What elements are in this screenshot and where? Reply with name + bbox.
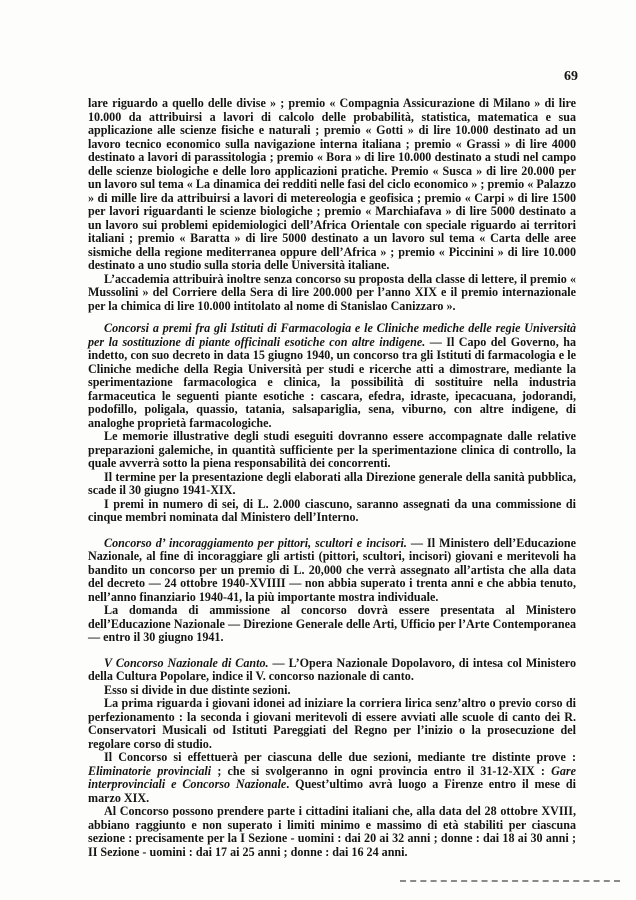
paragraph-p3 [88,322,576,430]
paragraph-p2 [88,273,576,314]
paragraph-text: Il termine per la presentazione degli elaborati alla Direzione generale della sanità pubblica, scade il 30 giugno 1941-XIX. [88,469,576,497]
paragraph-text: — Il Capo del Governo, ha indetto, con suo decreto in data 15 giugno 1940, un concorso tra gli Istituti di farmacologia e le Cliniche mediche della Regia Università per studi e ricerche atti a dimostrare, mediante la sperimentazione farmacologica e clinica, la possibilità di sostituire nella industria farmaceutica le seguenti piante esotiche : cascara, efedra, idraste, ipecacuana, jodorandi, podofillo, poligala, quassio, tatania, salsapariglia, sena, viburno, con altre indigene, di analoghe proprietà farmacologiche. [88,334,576,430]
paragraph-p11 [88,697,576,751]
body-text [88,97,576,859]
paragraph-text: Il Concorso si effettuerà per ciascuna delle due sezioni, mediante tre distinte prove : [104,750,576,764]
section-heading: Eliminatorie provinciali [88,763,212,778]
paragraph-text: La prima riguarda i giovani idonei ad iniziare la corriera lirica senz’altro o previo corso di perfezionamento : la seconda i giovani meritevoli di essere avviati alle scuole di canto dei R. Conservatori Musicali od Istituti Pareggiati del Regno per l’inizio o la prosecuzione del regolare corso di studio. [88,696,576,751]
paragraph-p12 [88,751,576,805]
paragraph-p8 [88,604,576,645]
section-heading: Gare interprovinciali e Concorso Nazionale [88,763,576,791]
paragraph-p4 [88,430,576,471]
paragraph-p1 [88,97,576,273]
paragraph-text: L’accademia attribuirà inoltre senza concorso su proposta della classe di lettere, il premio « Mussolini » del Corriere della Sera di lire 200.000 per l’anno XIX e il premio internazionale per la chimica di lire 10.000 intitolato al nome di Stanislao Canizzaro ». [88,271,576,313]
paragraph-text: lare riguardo a quello delle divise » ; premio « Compagnia Assicurazione di Milano » di lire 10.000 da attribuirsi a lavori di calcolo delle probabilità, statistica, matematica e sua applicazione alle scienze fisiche e naturali ; premio « Gotti » di lire 10.000 destinato ad un lavoro tecnico economico sulla navigazione interna italiana ; premio « Grassi » di lire 4000 destinato a lavori di parassitologia ; premio « Bora » di lire 10.000 destinato a studi nel campo delle scienze biologiche e delle loro applicazioni pratiche. Premio « Susca » di lire 20.000 per un lavoro sul tema « La dinamica dei redditi nelle fasi del ciclo economico » ; premio « Palazzo » di mille lire da attribuirsi a lavori di metereologia e geofisica ; premio « Carpi » di lire 1500 per lavori riguardanti le scienze biologiche ; premio « Marchiafava » di lire 5000 destinato a un lavoro sui problemi epidemiologici dell’Africa Orientale con speciale riguardo ai territori italiani ; premio « Baratta » di lire 5000 destinato a un lavoro sul tema « Carta delle aree sismiche della regione mediterranea oppure dell’Africa » ; premio « Piccinini » di lire 10.000 destinato a uno studio sulla storia delle Università italiane. [88,96,576,272]
paragraph-text: La domanda di ammissione al concorso dovrà essere presentata al Ministero dell’Educazione Nazionale — Direzione Generale delle Arti, Ufficio per l’Arte Contemporanea — entro il 30 giugno 1941. [88,603,576,644]
paragraph-text: — Il Ministero dell’Educazione Nazionale, al fine di incoraggiare gli artisti (pittori, scultori, incisori) giovani e meritevoli ha bandito un concorso per un premio di L. 20,000 che verrà assegnato all’artista che alla data del decreto — 24 ottobre 1940-XVIIII — non abbia superato i trenta anni e che abbia tenuto, nell’anno finanziario 1940-41, la più importante mostra individuale. [88,535,576,604]
paragraph-text: — L’Opera Nazionale Dopolavoro, di intesa col Ministero della Cultura Popolare, indice il V. concorso nazionale di canto. [88,655,576,683]
paragraph-p9 [88,657,576,684]
paragraph-text: Esso si divide in due distinte sezioni. [104,682,291,697]
paragraph-text: . Quest’ultimo avrà luogo a Firenze entro il mese di marzo XIX. [88,777,576,805]
section-heading: Concorso d’ incoraggiamento per pittori, scultori e incisori. [104,535,407,550]
paragraph-p6 [88,498,576,525]
paragraph-text: I premi in numero di sei, di L. 2.000 ciascuno, saranno assegnati da una commissione di cinque membri nominata dal Ministero dell’Interno. [88,496,576,524]
paragraph-p10 [88,684,576,698]
page-number: 69 [564,69,578,84]
paragraph-text: ; che si svolgeranno in ogni provincia entro il 31-12-XIX : [211,763,552,778]
section-heading: Concorsi a premi fra gli Istituti di Farmacologia e le Cliniche mediche delle regie Università per la sostituzione di piante officinali esotiche con altre indigene. [88,321,576,349]
bottom-rule [400,880,620,882]
paragraph-text: Le memorie illustrative degli studi eseguiti dovranno essere accompagnate dalle relative preparazioni galemiche, in quantità sufficiente per la sperimentazione clinica di controllo, la quale avverrà sotto la piena responsabilità dei concorrenti. [88,429,576,470]
paragraph-p13 [88,805,576,859]
section-heading: V Concorso Nazionale di Canto. [104,655,269,670]
paragraph-p5 [88,471,576,498]
paragraph-text: Al Concorso possono prendere parte i cittadini italiani che, alla data del 28 ottobre XVIII, abbiano raggiunto e non superato i limiti minimo e massimo di età stabiliti per ciascuna sezione : precisamente per la I Sezione - uomini : dai 20 ai 32 anni ; donne : dai 18 ai 30 anni ; II Sezione - uomini : dai 17 ai 25 anni ; donne : dai 16 24 anni. [88,804,576,859]
paragraph-p7 [88,537,576,605]
